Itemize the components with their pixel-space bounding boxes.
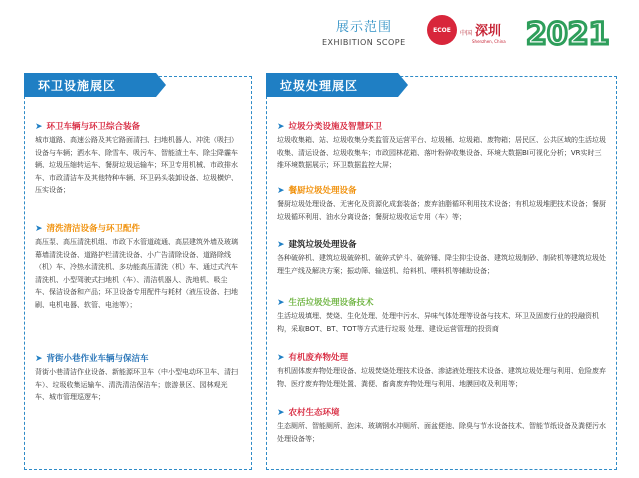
sanitation-facilities-panel	[24, 76, 252, 470]
chevron-right-icon: ➤	[277, 240, 285, 250]
section-body: 有机固体废弃物处理设备、垃圾焚烧处理技术设备、渗滤液处理技术设备、建筑垃圾处理与利用、危险废弃物、医疗废弃物处理处置、粪便、畜禽废弃物处理与利用、地膜回收及利用等；	[277, 367, 606, 388]
section-body: 背街小巷清洁作业设备、新能源环卫车（中小型电动环卫车、清扫车）、垃圾收集运输车、清洗清洁保洁车；旅游景区、园林观光车、城市管理巡逻车；	[35, 368, 238, 402]
section-rural-ecology	[277, 407, 607, 445]
panel-title-sanitation: 环卫设施展区	[24, 73, 156, 97]
section-heading: ➤ 生活垃圾处理设备技术	[277, 298, 374, 308]
section-cleaning-equipment	[35, 223, 241, 312]
chevron-right-icon: ➤	[277, 122, 285, 132]
section-kitchen-waste	[277, 185, 607, 223]
chevron-right-icon: ➤	[277, 298, 285, 308]
section-body: 生活垃圾填埋、焚烧、生化处理、处理中污水、异味气体处理等设备与技术、环卫及固废行业的投融资机构，采取BOT、BT、TOT等方式进行垃圾 处理、建设运营管理的投资商	[277, 312, 599, 333]
scope-title-en: EXHIBITION SCOPE	[322, 38, 406, 47]
section-body: 各种破碎机、建筑垃圾破碎机、破碎式铲斗、破碎锤、降尘抑尘设备、建筑垃圾制砂、制砖机等建筑垃圾处理生产线及解决方案；振动筛、输送机、给料机、喂料机等辅助设备；	[277, 254, 606, 275]
section-heading: ➤ 农村生态环境	[277, 408, 340, 418]
scope-title-cn: 展示范围	[336, 20, 393, 35]
section-heading: ➤ 清洗清洁设备与环卫配件	[35, 224, 141, 234]
section-organic-waste	[277, 352, 607, 390]
chevron-right-icon: ➤	[35, 224, 43, 234]
shenzhen-logo-text: 深圳	[475, 24, 502, 39]
year-text: 2021	[526, 18, 610, 48]
year-2021-logo	[526, 18, 610, 48]
section-sanitation-vehicles	[35, 121, 241, 197]
section-alley-vehicles	[35, 353, 241, 404]
header	[0, 0, 639, 62]
waste-treatment-panel	[266, 76, 617, 470]
section-body: 垃圾收集箱、站、垃圾收集分类监管及运营平台、垃圾桶、垃圾箱、废物箱；居民区、公共区域的生活垃圾收集、清运设备、垃圾收集车；市政园林花箱、落叶粉碎收集设备、环境大数据BI可视化分析；VR实时三维环境数据展示；环卫数据监控大屏；	[277, 136, 606, 170]
section-heading: ➤ 背街小巷作业车辆与保洁车	[35, 354, 149, 364]
section-body: 城市道路、高速公路及其它路面清扫、扫地机器人、冲洗（吸扫）设备与车辆；洒水车、除雪车、吸污车、智能渣土车、除尘降霾车辆、垃圾压缩转运车、餐厨垃圾运输车；环卫专用机械、市政排水车、市政清洁车及其他特种车辆、环卫码头装卸设备、垃圾横炉、压实设备；	[35, 136, 238, 195]
section-heading: ➤ 垃圾分类设施及智慧环卫	[277, 122, 383, 132]
section-body: 生态厕所、智能厕所、泡沫、玻璃钢水冲厕所、面盆便池、除臭与节水设备技术、智能节纸设备及粪便污水处理设备等；	[277, 422, 606, 443]
section-body: 高压泵、高压清洗机组、市政下水管道疏通、高层建筑外墙及玻璃幕墙清洗设备、道路护栏清洗设备、小广告清除设备、道路除线（机）车、冷热水清洗机、多功能高压清洗（机）车、通过式汽车清洗机、小型驾驶式扫地机（车）、清洁机器人、洗地机、吸尘车、保洁设备和产品；环卫设备专用配件与耗材（液压设备、扫地刷、电机电器、软管、电池等）；	[35, 238, 238, 309]
section-construction-waste	[277, 239, 607, 277]
section-heading: ➤ 餐厨垃圾处理设备	[277, 186, 357, 196]
section-heading: ➤ 有机废弃物处理	[277, 353, 349, 363]
section-heading: ➤ 建筑垃圾处理设备	[277, 240, 357, 250]
section-heading: ➤ 环卫车辆与环卫综合装备	[35, 122, 141, 132]
chevron-right-icon: ➤	[35, 354, 43, 364]
china-label: 中国	[460, 30, 473, 37]
section-domestic-waste	[277, 297, 607, 335]
chevron-right-icon: ➤	[277, 353, 285, 363]
chevron-right-icon: ➤	[277, 186, 285, 196]
chevron-right-icon: ➤	[277, 408, 285, 418]
shenzhen-sub-text: Shenzhen, China	[472, 39, 506, 44]
panel-title-waste: 垃圾处理展区	[266, 73, 398, 97]
section-waste-sorting	[277, 121, 607, 172]
ecoe-logo: ECOE	[427, 15, 457, 45]
chevron-right-icon: ➤	[35, 122, 43, 132]
section-body: 餐厨垃圾处理设备、无害化及资源化成套装备；废弃油脂循环利用技术设备；有机垃圾堆肥技术设备；餐厨垃圾循环利用、油水分离设备；餐厨垃圾收运专用（车）等；	[277, 200, 606, 221]
